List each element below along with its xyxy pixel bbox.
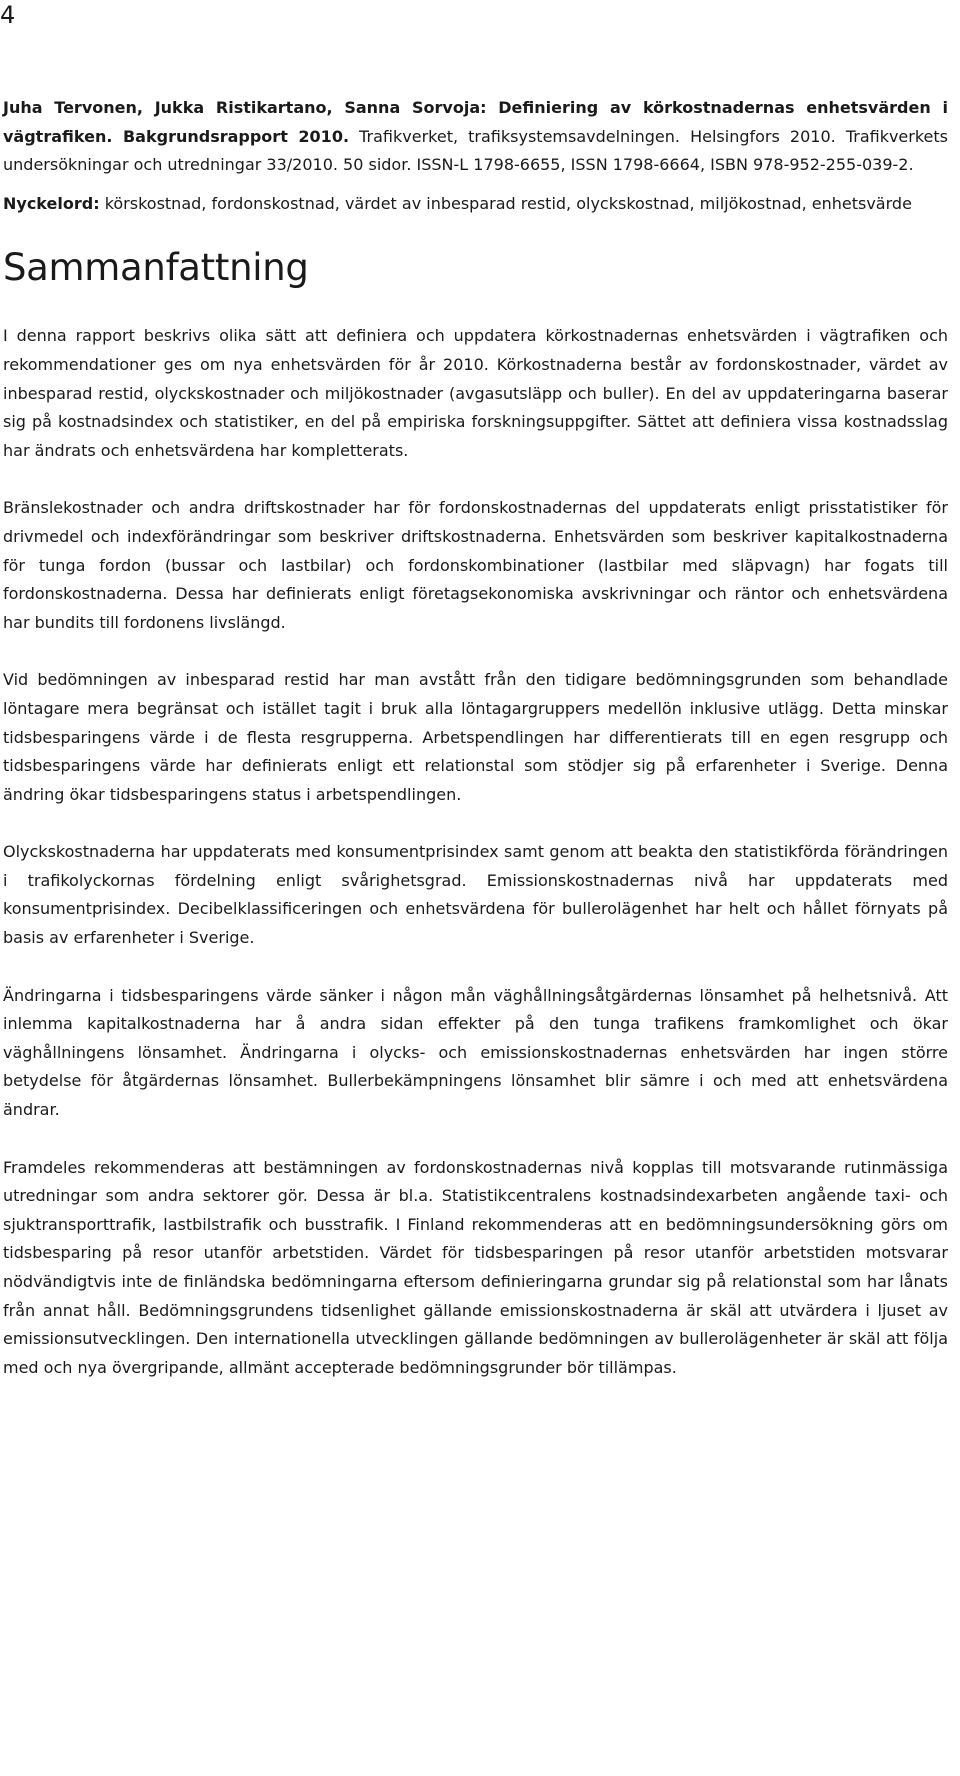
citation: [3, 94, 948, 180]
paragraph-1: I denna rapport beskrivs olika sätt att definiera och uppdatera körkostnadernas enhetsvärden i vägtrafiken och rekommendationer ges om nya enhetsvärden för år 2010. Körkostnaderna består av fordonskostnader, värdet av inbesparad restid, olyckskostnader och miljökostnader (avgasutsläpp och buller). En del av uppdateringarna baserar sig på kostnadsindex och statistiker, en del på empiriska forskningsuppgifter. Sättet att definiera vissa kostnadsslag har ändrats och enhetsvärdena har kompletterats.: [3, 326, 948, 460]
section-heading: Sammanfattning: [3, 246, 309, 290]
keywords-label: Nyckelord:: [3, 193, 100, 213]
paragraph-4: Olyckskostnaderna har uppdaterats med konsumentprisindex samt genom att beakta den statistikförda förändringen i trafikolyckornas fördelning enligt svårighetsgrad. Emissionskostnadernas nivå har uppdaterats med konsumentprisindex. Decibelklassificeringen och enhetsvärdena för bullerolägenhet har helt och hållet förnyats på basis av erfarenheter i Sverige.: [3, 842, 948, 948]
page-number: 4: [0, 1, 16, 29]
document-body: [3, 94, 948, 1411]
keywords-text: körskostnad, fordonskostnad, värdet av inbesparad restid, olyckskostnad, miljökostnad, enhetsvärde: [104, 193, 912, 213]
paragraph-5: Ändringarna i tidsbesparingens värde sänker i någon mån väghållningsåtgärdernas lönsamhet på helhetsnivå. Att inlemma kapitalkostnaderna har å andra sidan effekter på den tunga trafikens framkomlighet och ökar väghållningens lönsamhet. Ändringarna i olycks- och emissionskostnadernas enhetsvärden har ingen större betydelse för åtgärdernas lönsamhet. Bullerbekämpningens lönsamhet blir sämre i och med att enhetsvärdena ändrar.: [3, 985, 948, 1120]
citation-authors-title: Juha Tervonen, Jukka Ristikartano, Sanna Sorvoja: Definiering av körkostnadernas enhetsvärden i vägtrafiken. Bakgrundsrapport 2010.: [3, 98, 948, 146]
citation-details: Trafikverket, trafiksystemsavdelningen. Helsingfors 2010. Trafikverkets undersökningar och utredningar 33/2010. 50 sidor. ISSN-L 1798-6655, ISSN 1798-6664, ISBN 978-952-255-039-2.: [3, 126, 949, 175]
keywords: [3, 190, 948, 219]
paragraph-2: Bränslekostnader och andra driftskostnader har för fordonskostnadernas del uppdaterats enligt prisstatistiker för drivmedel och indexförändringar som beskriver driftskostnaderna. Enhetsvärden som beskriver kapitalkostnaderna för tunga fordon (bussar och lastbilar) och fordonskombinationer (lastbilar med släpvagn) har fogats till fordonskostnaderna. Dessa har definierats enligt företagsekonomiska avskrivningar och räntor och enhetsvärdena har bundits till fordonens livslängd.: [3, 498, 948, 632]
paragraph-3: Vid bedömningen av inbesparad restid har man avstått från den tidigare bedömningsgrunden som behandlade löntagare mera begränsat och istället tagit i bruk alla löntagargruppers medellön inklusive utlägg. Detta minskar tidsbesparingens värde i de flesta resgrupperna. Arbetspendlingen har differentierats till en egen resgrupp och tidsbesparingens värde har definierats enligt ett relationstal som stödjer sig på erfarenheter i Sverige. Denna ändring ökar tidsbesparingens status i arbetspendlingen.: [3, 670, 948, 804]
paragraph-6: Framdeles rekommenderas att bestämningen av fordonskostnadernas nivå kopplas till motsvarande rutinmässiga utredningar som andra sektorer gör. Dessa är bl.a. Statistikcentralens kostnadsindexarbeten angående taxi- och sjuktransporttrafik, lastbilstrafik och busstrafik. I Finland rekommenderas att en bedömningsundersökning görs om tidsbesparing på resor utanför arbetstiden. Värdet för tidsbesparingen på resor utanför arbetstiden motsvarar nödvändigtvis inte de finländska bedömningarna eftersom definieringarna grundar sig på relationstal som har lånats från annat håll. Bedömningsgrundens tidsenlighet gällande emissionskostnaderna är skäl att utvärdera i ljuset av emissionsutvecklingen. Den internationella utvecklingen gällande bedömningen av bullerolägenheter är skäl att följa med och nya övergripande, allmänt accepterade bedömningsgrunder bör tillämpas.: [3, 1157, 948, 1377]
